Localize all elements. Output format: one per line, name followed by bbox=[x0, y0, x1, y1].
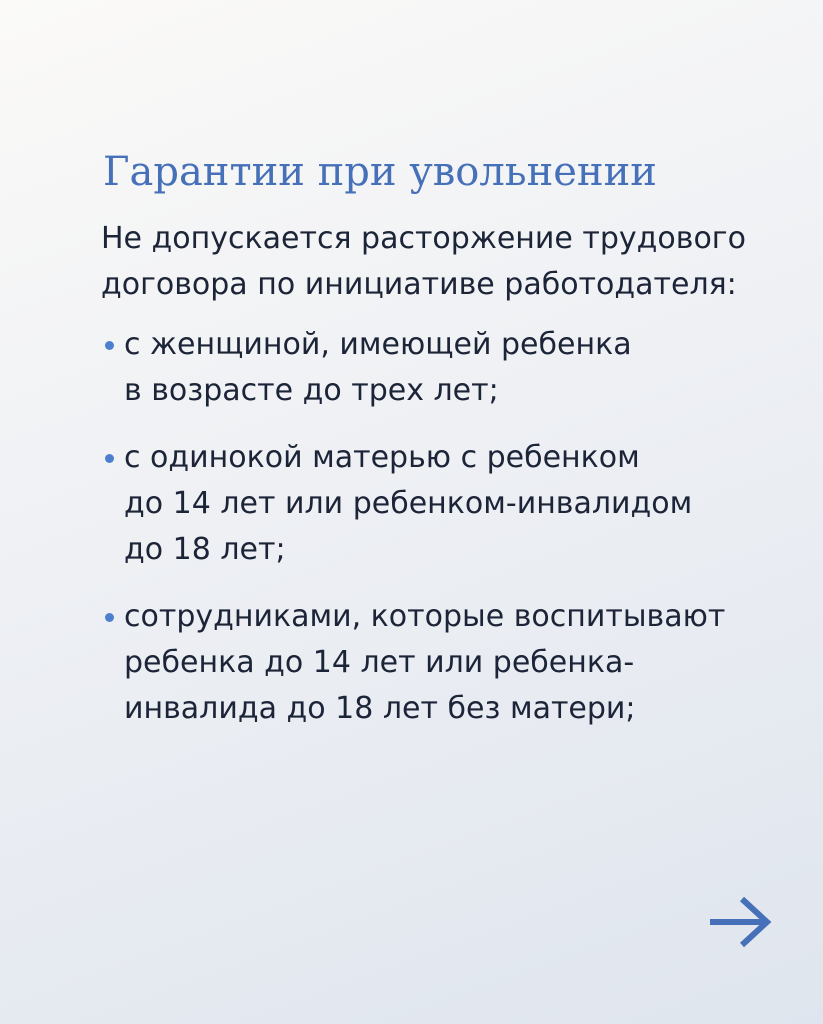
list-item-text: с женщиной, имеющей ребенка в возрасте до трех лет; bbox=[124, 327, 632, 408]
list-item bbox=[103, 322, 783, 414]
list-item bbox=[103, 435, 783, 573]
bullet-icon bbox=[105, 613, 114, 622]
next-slide-button[interactable] bbox=[706, 894, 772, 950]
page-title: Гарантии при увольнении bbox=[103, 149, 657, 195]
list-item-text: с одинокой матерью с ребенком до 14 лет или ребенком-инвалидом до 18 лет; bbox=[124, 440, 693, 567]
arrow-right-icon bbox=[706, 894, 772, 950]
list-item bbox=[103, 594, 783, 732]
bullet-icon bbox=[105, 454, 114, 463]
conditions-list bbox=[103, 322, 783, 753]
bullet-icon bbox=[105, 341, 114, 350]
intro-text: Не допускается расторжение трудового договора по инициативе работодателя: bbox=[101, 221, 746, 302]
list-item-text: сотрудниками, которые воспитывают ребенка до 14 лет или ребенка- инвалида до 18 лет без матери; bbox=[124, 599, 726, 726]
